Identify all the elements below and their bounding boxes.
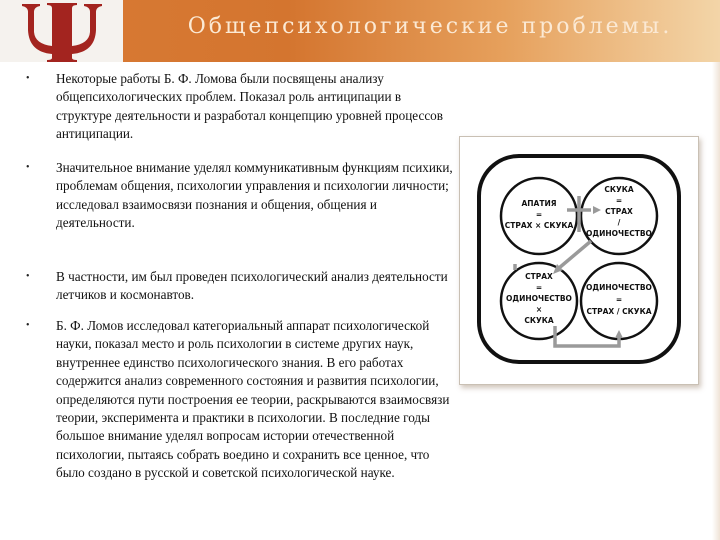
bullet-icon: • xyxy=(26,320,30,331)
bullet-item xyxy=(26,317,456,483)
br-line-1: ОДИНОЧЕСТВО xyxy=(586,283,652,292)
slide-header xyxy=(0,0,720,62)
bullet-item xyxy=(26,268,456,317)
bullet-item xyxy=(26,70,456,159)
bullet-icon: • xyxy=(26,162,30,173)
tr-line-2: = xyxy=(615,196,623,205)
bl-line-3: ОДИНОЧЕСТВО xyxy=(506,294,572,303)
bl-line-4: × xyxy=(535,305,543,314)
bullet-text: Значительное внимание уделял коммуникативным функциям психики, проблемам общения, психологии управления и психологии личности; исследовал взаимосвязи познания и общения, общения и деятельности. xyxy=(56,160,453,231)
bullet-text: Некоторые работы Б. Ф. Ломова были посвящены анализу общепсихологических проблем. Показал роль антиципации в структуре деятельности и разработал концепцию уровней процессов антиципации. xyxy=(56,71,444,142)
slide-title: Общепсихологические проблемы. xyxy=(187,14,673,39)
bullet-icon: • xyxy=(26,271,30,282)
tl-line-3: СТРАХ × СКУКА xyxy=(504,221,574,230)
emotions-diagram xyxy=(459,136,699,385)
tr-line-4: / xyxy=(617,218,621,227)
bullet-text: Б. Ф. Ломов исследовал категориальный аппарат психологической науки, показал место и роль психологии в системе других наук, внутреннее единство психологического знания. В его работах содержится анализ современного состояния и развития психологии, определяются пути построения ее теории, раскрываются взаимосвязи теории, эксперимента и практики в психологии. В последние годы большое внимание уделял вопросам истории отечественной психологии, пытаясь собрать воедино и сохранить все ценное, что было создано в русской и советской психологической науке. xyxy=(56,318,450,481)
tr-line-5: ОДИНОЧЕСТВО xyxy=(586,229,652,238)
page-edge-shadow xyxy=(712,62,720,540)
tl-line-1: АПАТИЯ xyxy=(521,199,557,208)
tr-line-3: СТРАХ xyxy=(605,207,633,216)
bl-line-1: СТРАХ xyxy=(525,272,553,281)
br-line-3: СТРАХ / СКУКА xyxy=(586,307,652,316)
tl-line-2: = xyxy=(535,210,543,219)
bullet-list xyxy=(26,70,456,483)
bullet-icon: • xyxy=(26,73,30,84)
br-line-2: = xyxy=(615,295,623,304)
psi-icon xyxy=(0,0,123,62)
bullet-item xyxy=(26,159,456,268)
bl-line-5: СКУКА xyxy=(524,316,554,325)
diagram-graphic xyxy=(459,136,699,385)
tr-line-1: СКУКА xyxy=(604,185,634,194)
bullet-text: В частности, им был проведен психологический анализ деятельности летчиков и космонавтов. xyxy=(56,269,448,303)
bl-line-2: = xyxy=(535,283,543,292)
logo xyxy=(0,0,123,62)
